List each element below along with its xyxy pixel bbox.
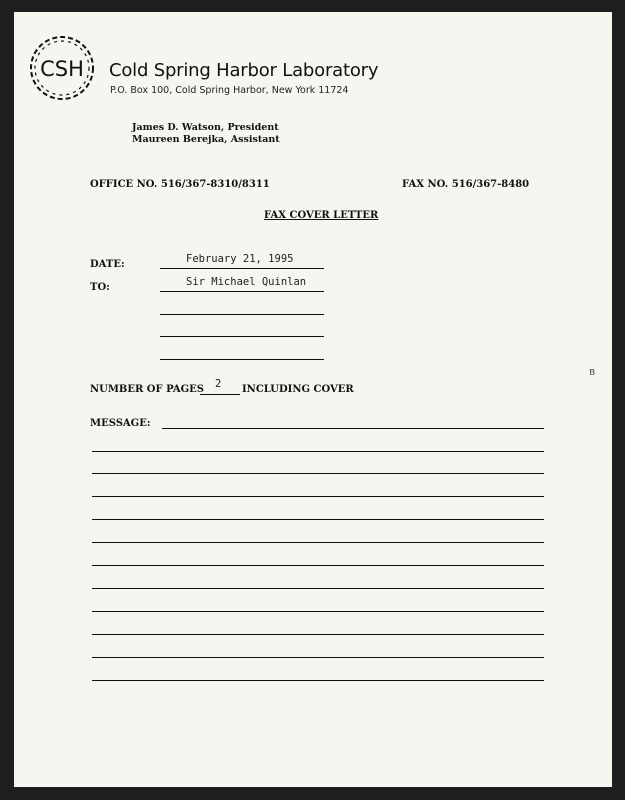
organization-name: Cold Spring Harbor Laboratory [109,60,379,81]
office-number: OFFICE NO. 516/367-8310/8311 [90,179,270,190]
to-label: TO: [90,282,110,293]
date-label: DATE: [90,259,125,270]
date-value: February 21, 1995 [186,253,294,265]
pages-line [200,394,240,395]
margin-mark: B [589,368,595,377]
to-line-extra [160,359,324,360]
pages-value: 2 [215,378,222,390]
pages-label: NUMBER OF PAGES [90,384,205,395]
to-line-extra [160,314,324,315]
to-line-extra [160,336,324,337]
message-line [92,611,544,612]
pages-suffix: INCLUDING COVER [242,384,354,395]
to-line [160,291,324,292]
organization-address: P.O. Box 100, Cold Spring Harbor, New York 11724 [110,85,349,96]
message-line [92,519,544,520]
message-line [92,451,544,452]
form-title: FAX COVER LETTER [264,210,379,221]
message-line [92,634,544,635]
president-name: James D. Watson, President [132,122,279,133]
message-line [92,588,544,589]
message-line [92,565,544,566]
csh-logo [26,32,98,104]
message-line [92,680,544,681]
fax-cover-page [14,12,612,787]
message-line [92,496,544,497]
svg-text:CSH: CSH [40,57,84,81]
message-label: MESSAGE: [90,418,151,429]
assistant-name: Maureen Berejka, Assistant [132,134,280,145]
fax-number: FAX NO. 516/367-8480 [402,179,530,190]
message-line [92,657,544,658]
message-line [162,428,544,429]
message-line [92,473,544,474]
message-line [92,542,544,543]
date-line [160,268,324,269]
to-value: Sir Michael Quinlan [186,276,307,288]
